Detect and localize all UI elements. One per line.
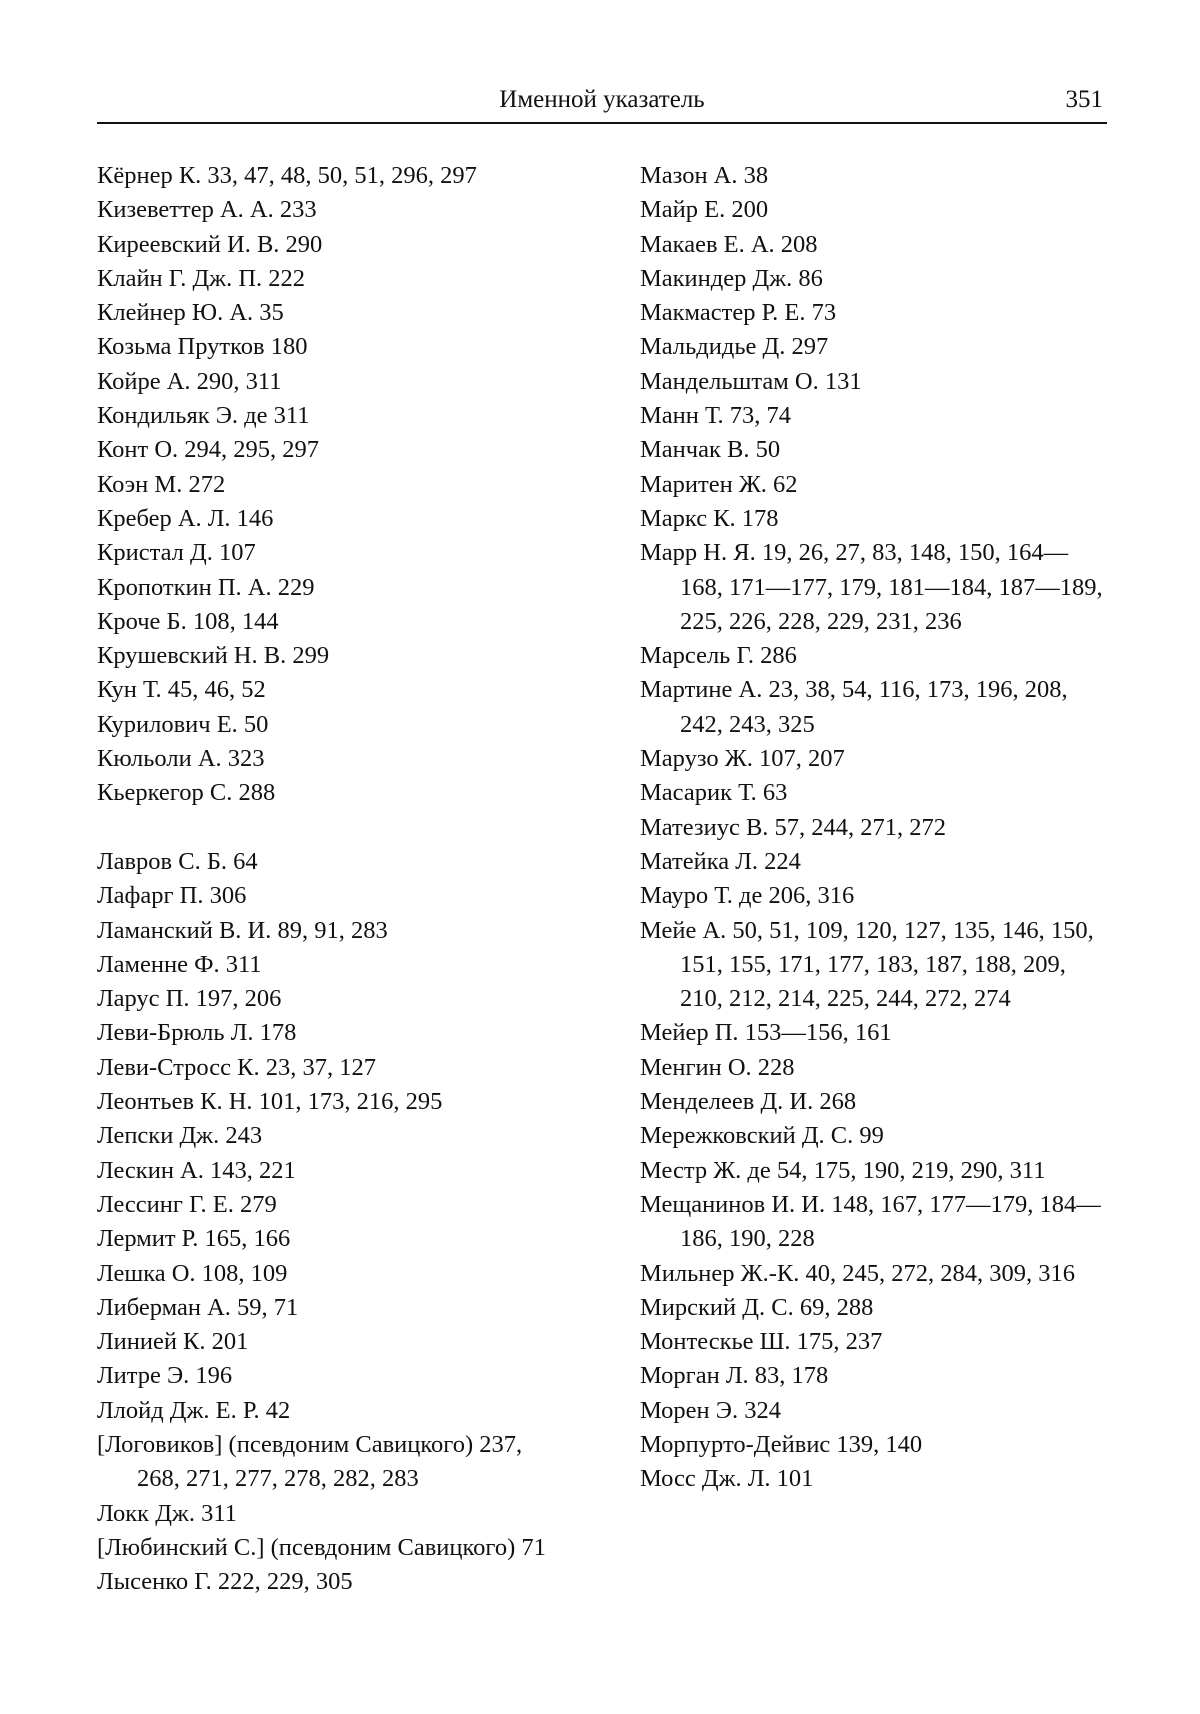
index-entry: Морпурто-Дейвис 139, 140 bbox=[640, 1430, 923, 1458]
page-title: Именной указатель bbox=[499, 86, 705, 113]
index-entry: Мосс Дж. Л. 101 bbox=[640, 1465, 814, 1493]
index-entry: Локк Дж. 311 bbox=[97, 1499, 237, 1527]
index-entry: Мазон А. 38 bbox=[640, 162, 769, 189]
index-entry: Лавров С. Б. 64 bbox=[97, 847, 258, 875]
index-entry: Клейнер Ю. А. 35 bbox=[97, 299, 284, 327]
index-entry: Леонтьев К. Н. 101, 173, 216, 295 bbox=[97, 1088, 443, 1116]
index-entry: Матейка Л. 224 bbox=[640, 847, 801, 875]
index-entry: Макмастер Р. Е. 73 bbox=[640, 299, 837, 327]
index-entry: Кребер А. Л. 146 bbox=[97, 504, 274, 532]
index-entry: Конт О. 294, 295, 297 bbox=[97, 436, 320, 464]
index-entry: Лессинг Г. Е. 279 bbox=[97, 1190, 277, 1218]
index-entry: Мальдидье Д. 297 bbox=[640, 333, 829, 361]
index-entry: Кристал Д. 107 bbox=[97, 539, 256, 567]
index-entry: Лафарг П. 306 bbox=[97, 882, 247, 910]
index-entry: Леви-Брюль Л. 178 bbox=[97, 1019, 297, 1047]
index-entry: Маритен Ж. 62 bbox=[640, 470, 798, 498]
index-entry: Кроче Б. 108, 144 bbox=[97, 607, 279, 635]
index-entry: Манчак В. 50 bbox=[640, 436, 781, 464]
index-entry: Мауро Т. де 206, 316 bbox=[640, 882, 855, 910]
index-entry: Ламенне Ф. 311 bbox=[97, 950, 262, 978]
index-entry: Марсель Г. 286 bbox=[640, 642, 797, 670]
index-entry: Ларус П. 197, 206 bbox=[97, 985, 282, 1013]
index-entry: Кондильяк Э. де 311 bbox=[97, 402, 310, 430]
index-entry: Козьма Прутков 180 bbox=[97, 333, 308, 361]
index-entry: Леви-Стросс К. 23, 37, 127 bbox=[97, 1053, 377, 1081]
index-entry: Монтескье Ш. 175, 237 bbox=[640, 1328, 883, 1356]
index-entry: Масарик Т. 63 bbox=[640, 779, 788, 807]
index-entry: Курилович Е. 50 bbox=[97, 710, 269, 738]
index-column-left bbox=[97, 159, 567, 1599]
index-entry: Кюльоли А. 323 bbox=[97, 745, 265, 773]
index-entry: Койре А. 290, 311 bbox=[97, 367, 282, 395]
index-entry: Манн Т. 73, 74 bbox=[640, 402, 792, 430]
index-entry: Местр Ж. де 54, 175, 190, 219, 290, 311 bbox=[640, 1156, 1046, 1184]
index-entry: Кропоткин П. А. 229 bbox=[97, 573, 315, 601]
index-entry: Мейер П. 153—156, 161 bbox=[640, 1019, 892, 1047]
index-column-right bbox=[640, 159, 1110, 1497]
index-entry: Мирский Д. С. 69, 288 bbox=[640, 1293, 874, 1321]
index-group-l bbox=[97, 845, 567, 1600]
index-entry: Лепски Дж. 243 bbox=[97, 1122, 263, 1150]
index-entry: Лескин А. 143, 221 bbox=[97, 1156, 296, 1184]
index-entry: Ламанский В. И. 89, 91, 283 bbox=[97, 916, 388, 944]
index-entry: Литре Э. 196 bbox=[97, 1362, 233, 1390]
index-entry: Кёрнер К. 33, 47, 48, 50, 51, 296, 297 bbox=[97, 162, 477, 189]
index-entry: Мильнер Ж.-К. 40, 245, 272, 284, 309, 316 bbox=[640, 1259, 1075, 1287]
group-separator bbox=[97, 811, 567, 845]
index-entry: Кизеветтер А. А. 233 bbox=[97, 196, 317, 224]
index-entry: Мартине А. 23, 38, 54, 116, 173, 196, 208, 242, 243, 325 bbox=[640, 676, 1068, 738]
page-number: 351 bbox=[1065, 86, 1103, 113]
index-entry: Крушевский Н. В. 299 bbox=[97, 642, 330, 670]
index-entry: Менделеев Д. И. 268 bbox=[640, 1088, 857, 1116]
index-entry: Морен Э. 324 bbox=[640, 1396, 781, 1424]
index-entry: Макиндер Дж. 86 bbox=[640, 264, 823, 292]
index-entry: Клайн Г. Дж. П. 222 bbox=[97, 264, 306, 292]
index-entry: Мейе А. 50, 51, 109, 120, 127, 135, 146, 150, 151, 155, 171, 177, 183, 187, 188, 209, 210, 212, 214, 225, 244, 272, 274 bbox=[640, 916, 1094, 1013]
index-entry: Лешка О. 108, 109 bbox=[97, 1259, 288, 1287]
index-entry: Лысенко Г. 222, 229, 305 bbox=[97, 1568, 353, 1596]
index-entry: Марузо Ж. 107, 207 bbox=[640, 745, 845, 773]
index-entry: Ллойд Дж. Е. Р. 42 bbox=[97, 1396, 291, 1424]
index-entry: Марр Н. Я. 19, 26, 27, 83, 148, 150, 164—168, 171—177, 179, 181—184, 187—189, 225, 226, 228, 229, 231, 236 bbox=[640, 539, 1103, 635]
index-entry: Морган Л. 83, 178 bbox=[640, 1362, 829, 1390]
index-entry: Мещанинов И. И. 148, 167, 177—179, 184—186, 190, 228 bbox=[640, 1190, 1101, 1253]
index-entry: Мандельштам О. 131 bbox=[640, 367, 862, 395]
index-entry: Маркс К. 178 bbox=[640, 504, 779, 532]
index-entry: Макаев Е. А. 208 bbox=[640, 230, 818, 258]
index-entry: Матезиус В. 57, 244, 271, 272 bbox=[640, 813, 947, 841]
running-header bbox=[97, 80, 1107, 124]
index-group-k bbox=[97, 159, 567, 811]
index-entry: [Логовиков] (псевдоним Савицкого) 237, 268, 271, 277, 278, 282, 283 bbox=[97, 1430, 523, 1493]
index-entry: Майр Е. 200 bbox=[640, 196, 769, 224]
index-entry: Киреевский И. В. 290 bbox=[97, 230, 323, 258]
index-entry: Коэн М. 272 bbox=[97, 470, 226, 498]
index-entry: Мережковский Д. С. 99 bbox=[640, 1122, 884, 1150]
index-entry: Кьеркегор С. 288 bbox=[97, 779, 276, 807]
index-entry: Линией К. 201 bbox=[97, 1328, 249, 1356]
index-entry: [Любинский С.] (псевдоним Савицкого) 71 bbox=[97, 1533, 546, 1561]
index-entry: Менгин О. 228 bbox=[640, 1053, 795, 1081]
index-group-m bbox=[640, 159, 1110, 1497]
index-entry: Либерман А. 59, 71 bbox=[97, 1293, 299, 1321]
index-entry: Лермит Р. 165, 166 bbox=[97, 1225, 291, 1253]
index-entry: Кун Т. 45, 46, 52 bbox=[97, 676, 266, 704]
